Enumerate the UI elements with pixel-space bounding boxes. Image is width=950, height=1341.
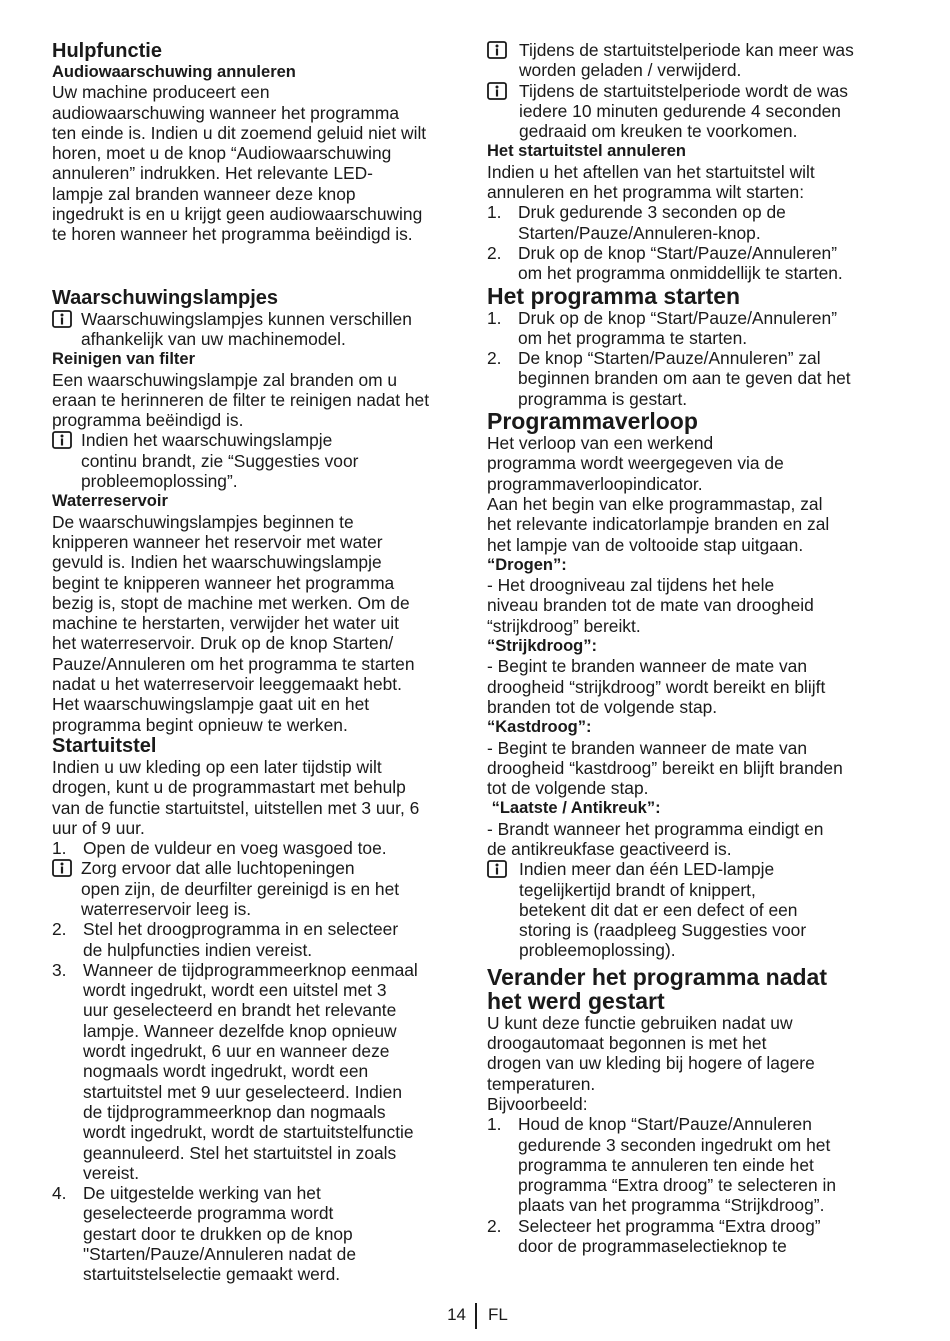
text-line: tegelijkertijd brandt of knippert, [519,879,756,900]
text-line: de tijdprogrammeerknop dan nogmaals [83,1101,386,1122]
text-line: Open de vuldeur en voeg wasgoed toe. [83,838,387,859]
subsection-title-audio: Audiowaarschuwing annuleren [52,63,296,81]
paragraph-strijkdroog [487,656,905,717]
list-item [487,308,905,349]
paragraph-reservoir [52,512,470,735]
text-line: - Begint te branden wanneer de mate van [487,737,808,758]
text-line: Indien u uw kleding op een later tijdstip wilt [52,756,382,777]
paragraph-startuitstel [52,757,470,838]
page-number: 14 [447,1305,466,1324]
text-line: - Het droogniveau zal tijdens het hele [487,575,775,596]
list-number: 2. [487,242,502,263]
text-line: het waterreservoir. Druk op de knop Starten/ [52,633,394,654]
list-number: 2. [52,919,67,940]
list-item-text [518,202,786,243]
text-line: om het programma te starten. [518,327,748,348]
note-led [487,859,905,960]
text-line: tot de volgende stap. [487,778,649,799]
note-load-during-delay [487,40,905,81]
text-line: temperaturen. [487,1073,596,1094]
text-line: Bijvoorbeeld: [487,1093,588,1114]
text-line: het werd gestart [487,987,665,1014]
list-item-text [83,838,387,858]
text-line: wordt ingedrukt, wordt de startuitstelfunctie [83,1122,414,1143]
text-line: droogautomaat begonnen is met het [487,1033,767,1054]
text-line: Indien u het aftellen van het startuitstel wilt [487,161,815,182]
section-title-warning-lights: Waarschuwingslampjes [52,286,278,309]
list-program-start-steps [487,308,905,409]
note-startuitstel [52,858,470,919]
text-line: U kunt deze functie gebruiken nadat uw [487,1012,793,1033]
text-line: nadat u het waterreservoir leeggemaakt hebt. [52,674,402,695]
text-line: storing is (raadpleeg Suggesties voor [519,920,807,941]
text-line: plaats van het programma “Strijkdroog”. [518,1195,825,1216]
text-line: worden geladen / verwijderd. [519,60,742,81]
paragraph-laatste [487,819,905,860]
text-line: Aan het begin van elke programmastap, zal [487,493,823,514]
subsection-title-filter: Reinigen van filter [52,350,196,369]
text-line: niveau branden tot de mate van droogheid [487,595,814,616]
text-line: Starten/Pauze/Annuleren-knop. [518,222,761,243]
text-line: ten einde is. Indien u dit zoemend geluid niet wilt [52,122,427,143]
list-number: 2. [487,1215,502,1236]
note-text [519,859,806,960]
text-line: startuitstel met 9 uur geselecteerd. Indien [83,1081,403,1102]
paragraph-cancel-delay [487,162,905,203]
list-number: 1. [487,202,502,223]
text-line: probleemoplossing). [519,940,676,961]
list-item [487,202,905,243]
info-icon [487,41,507,59]
paragraph-drogen [487,575,905,636]
text-line: Stel het droogprogramma in en selecteer [83,919,399,940]
text-line: horen, moet u de knop “Audiowaarschuwing [52,143,392,164]
right-column [487,40,905,1256]
note-text [81,309,412,350]
list-number: 2. [487,348,502,369]
list-number: 3. [52,959,67,980]
subsection-title-strijkdroog: “Strijkdroog”: [487,637,597,656]
text-line: geannuleerd. Stel het startuitstel in zoals [83,1142,397,1163]
list-number: 1. [487,307,502,328]
text-line: het relevante indicatorlampje branden en zal [487,514,830,535]
text-line: begint te knipperen wanneer het programma [52,572,395,593]
list-item [52,1183,470,1284]
text-line: Selecteer het programma “Extra droog” [518,1215,821,1236]
text-line: eraan te herinneren de filter te reinigen nadat het [52,389,430,410]
list-change-steps [487,1114,905,1256]
text-line: programma “Extra droog” te selecteren in [518,1175,836,1196]
paragraph-change-program [487,1013,905,1114]
info-icon [487,82,507,100]
note-text [519,81,848,142]
text-line: Het waarschuwingslampje gaat uit en het [52,694,370,715]
text-line: Het verloop van een werkend [487,433,714,454]
note-text [519,40,854,81]
text-line: knipperen wanneer het reservoir met water [52,531,383,552]
text-line: Uw machine produceert een [52,82,270,103]
list-item [52,838,470,858]
list-item [487,1114,905,1215]
text-line: vereist. [83,1162,140,1183]
text-line: Verander het programma nadat [487,963,827,990]
text-line: programmaverloopindicator. [487,473,703,494]
section-title-program-start: Het programma starten [487,282,741,309]
text-line: Houd de knop “Start/Pauze/Annuleren [518,1114,812,1135]
list-item-text [83,1183,356,1284]
text-line: drogen, kunt u de programmastart met behulp [52,777,406,798]
text-line: uur of 9 uur. [52,817,145,838]
section-title-hulpfunctie: Hulpfunctie [52,40,162,62]
text-line: bezig is, stopt de machine met werken. Om de [52,592,410,613]
text-line: van de functie startuitstel, uitstellen met 3 uur, 6 [52,797,420,818]
list-number: 1. [487,1114,502,1135]
section-title-change-program [487,965,905,1013]
note-text [81,430,358,491]
list-item-text [518,1216,821,1257]
text-line: “strijkdroog” bereikt. [487,615,641,636]
paragraph-kastdroog [487,738,905,799]
text-line: programma is gestart. [518,388,688,409]
text-line: te horen wanneer het programma beëindigd is. [52,224,413,245]
list-item [487,1216,905,1257]
text-line: geselecteerde programma wordt [83,1203,334,1224]
text-line: drogen van uw kleding bij hogere of lagere [487,1053,815,1074]
text-line: - Begint te branden wanneer de mate van [487,656,808,677]
info-icon [52,859,72,877]
text-line: audiowaarschuwing wanneer het programma [52,102,400,123]
text-line: wordt ingedrukt, wordt een uitstel met 3 [83,980,387,1001]
text-line: Indien het waarschuwingslampje [81,430,333,451]
text-line: De waarschuwingslampjes beginnen te [52,511,354,532]
text-line: De uitgestelde werking van het [83,1183,321,1204]
list-number: 1. [52,838,67,859]
list-item-text [518,308,837,349]
text-line: gedraaid om kreuken te voorkomen. [519,121,798,142]
list-item-text [518,243,843,284]
footer-divider [475,1303,477,1329]
text-line: Pauze/Annuleren om het programma te starten [52,653,415,674]
text-line: Druk gedurende 3 seconden op de [518,202,786,223]
left-column [52,40,470,1285]
text-line: de hulpfuncties indien vereist. [83,939,313,960]
list-item [487,243,905,284]
page-footer [0,1303,950,1329]
info-icon [52,310,72,328]
list-startuitstel-step1 [52,838,470,858]
text-line: om het programma onmiddellijk te starten. [518,263,843,284]
text-line: probleemoplossing”. [81,471,238,492]
text-line: uur geselecteerd en brandt het relevante [83,1000,397,1021]
list-item-text [518,348,851,409]
subsection-title-kastdroog: “Kastdroog”: [487,718,592,737]
text-line: - Brandt wanneer het programma eindigt en [487,818,824,839]
text-line: startuitstelselectie gemaakt werd. [83,1264,341,1285]
text-line: droogheid “strijkdroog” wordt bereikt en blijft [487,676,826,697]
text-line: door de programmaselectieknop te [518,1236,787,1257]
text-line: gevuld is. Indien het waarschuwingslampje [52,552,382,573]
note-text [81,858,399,919]
text-line: Tijdens de startuitstelperiode kan meer was [519,40,854,60]
paragraph-programmaverloop [487,433,905,555]
subsection-title-cancel-delay: Het startuitstel annuleren [487,142,686,161]
text-line: nogmaals wordt ingedrukt, wordt een [83,1061,369,1082]
text-line: Tijdens de startuitstelperiode wordt de was [519,80,848,101]
paragraph-filter [52,370,470,431]
list-item-text [518,1114,836,1215]
subsection-title-laatste: “Laatste / Antikreuk”: [487,799,661,818]
list-cancel-steps [487,202,905,283]
text-line: lampje. Wanneer dezelfde knop opnieuw [83,1020,397,1041]
list-item-text [83,919,398,960]
text-line: annuleren” indrukken. Het relevante LED- [52,163,373,184]
text-line: programma beëindigd is. [52,410,244,431]
text-line: het lampje van de voltooide stap uitgaan. [487,534,804,555]
text-line: beginnen branden om aan te geven dat het [518,368,851,389]
text-line: ingedrukt is en u krijgt geen audiowaarschuwing [52,204,423,225]
text-line: programma begint opnieuw te werken. [52,714,348,735]
list-startuitstel-steps [52,919,470,1284]
section-title-startuitstel: Startuitstel [52,734,157,757]
language-code: FL [488,1305,508,1324]
text-line: annuleren en het programma wilt starten: [487,182,805,203]
text-line: iedere 10 minuten gedurende 4 seconden [519,100,841,121]
text-line: de antikreukfase geactiveerd is. [487,838,732,859]
info-icon [487,860,507,878]
info-icon [52,431,72,449]
list-item [52,919,470,960]
text-line: Zorg ervoor dat alle luchtopeningen [81,858,355,879]
subsection-title-reservoir: Waterreservoir [52,492,168,511]
text-line: Een waarschuwingslampje zal branden om u [52,369,398,390]
text-line: Druk op de knop “Start/Pauze/Annuleren” [518,242,838,263]
text-line: gedurende 3 seconden ingedrukt om het [518,1134,831,1155]
list-item [487,348,905,409]
list-number: 4. [52,1183,67,1204]
text-line: gestart door te drukken op de knop [83,1223,353,1244]
text-line: Waarschuwingslampjes kunnen verschillen [81,308,412,329]
text-line: droogheid “kastdroog” bereikt en blijft branden [487,757,843,778]
list-item [52,960,470,1183]
text-line: continu brandt, zie “Suggesties voor [81,450,359,471]
text-line: branden tot de volgende stap. [487,696,718,717]
text-line: "Starten/Pauze/Annuleren nadat de [83,1244,357,1265]
text-line: open zijn, de deurfilter gereinigd is en het [81,878,400,899]
note-filter [52,430,470,491]
text-line: programma te annuleren ten einde het [518,1154,814,1175]
text-line: afhankelijk van uw machinemodel. [81,328,346,349]
text-line: betekent dit dat er een defect of een [519,899,798,920]
text-line: wordt ingedrukt, 6 uur en wanneer deze [83,1041,390,1062]
text-line: Druk op de knop “Start/Pauze/Annuleren” [518,307,838,328]
text-line: lampje zal branden wanneer deze knop [52,183,356,204]
text-line: Wanneer de tijdprogrammeerknop eenmaal [83,959,418,980]
paragraph-audio [52,82,470,244]
text-line: programma wordt weergegeven via de [487,453,784,474]
list-item-text [83,960,418,1183]
note-warning-lights [52,309,470,350]
note-rotate-during-delay [487,81,905,142]
text-line: Indien meer dan één LED-lampje [519,859,775,880]
text-line: machine te herstarten, verwijder het water uit [52,613,400,634]
text-line: waterreservoir leeg is. [81,898,252,919]
subsection-title-drogen: “Drogen”: [487,555,567,574]
text-line: De knop “Starten/Pauze/Annuleren” zal [518,348,821,369]
section-title-programmaverloop: Programmaverloop [487,408,698,435]
